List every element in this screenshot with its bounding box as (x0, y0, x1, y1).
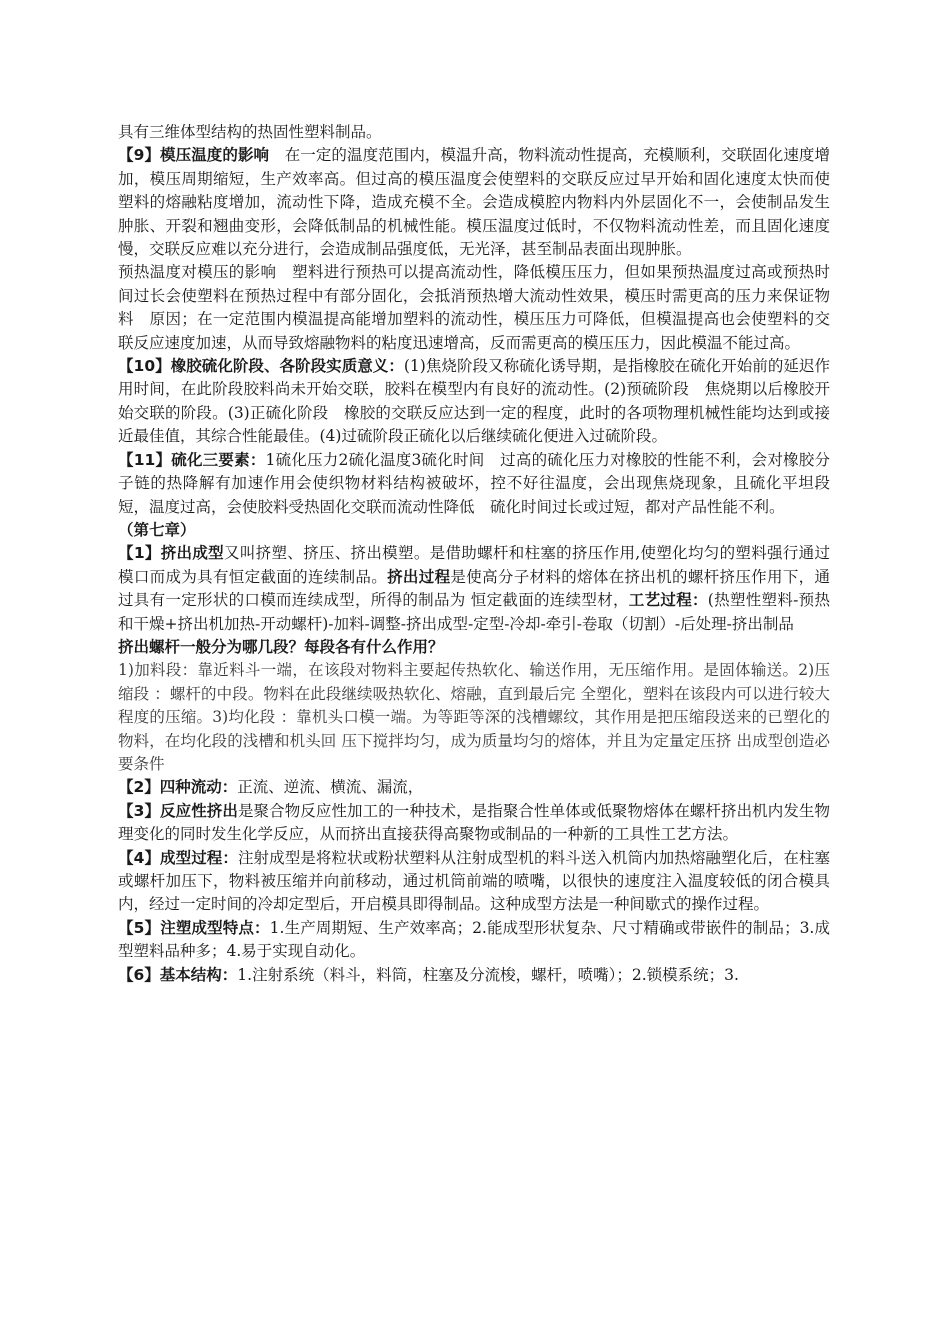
body-text: 1)加料段：靠近料斗一端，在该段对物料主要起传热软化、输送作用，无压缩作用。是固体输送。2)压缩段 ：螺杆的中段。物料在此段继续吸热软化、熔融，直到最后完 全塑化，塑料在该段内可以进行较大程度的压缩。3)均化段 ：靠机头口模一端。为等距等深的浅槽螺纹，其作用是把压缩段送来的已塑化的物料，在均化段的浅槽和机头回 压下搅拌均匀，成为质量均匀的熔体，并且为定量定压挤 出成型创造必要条件 (118, 661, 830, 773)
paragraph (118, 519, 830, 542)
bold-text: 【1】挤出成型 (118, 544, 225, 563)
body-text: 正流、逆流、横流、漏流， (237, 778, 424, 797)
bold-text: 【5】注塑成型特点： (118, 918, 270, 937)
paragraph (118, 449, 830, 519)
body-text: 1.注射系统（料斗，料筒，柱塞及分流梭，螺杆，喷嘴）；2.锁模系统；3. (237, 965, 739, 984)
body-text: (热塑性塑料-预热和干燥+挤出机加热-开动螺杆)-加料-调整-挤出成型-定型-冷却-牵引-卷取（切割）-后处理-挤出制品 (118, 591, 830, 633)
paragraph (118, 542, 830, 636)
bold-text: 【3】反应性挤出 (118, 801, 238, 820)
document-page (118, 121, 830, 987)
bold-text: 【2】四种流动： (118, 778, 238, 797)
bold-text: 挤出螺杆一般分为哪几段？每段各有什么作用？ (118, 637, 444, 656)
paragraph (118, 261, 830, 355)
paragraph (118, 636, 830, 659)
body-text: 在一定的温度范围内，模温升高，物料流动性提高，充模顺利，交联固化速度增加，模压周期缩短，生产效率高。但过高的模压温度会使塑料的交联反应过早开始和固化速度太快而使塑料的熔融粘度增加，流动性下降，造成充模不全。会造成模腔内物料内外层固化不一，会使制品发生肿胀、开裂和翘曲变形，会降低制品的机械性能。模压温度过低时，不仅物料流动性差，而且固化速度慢，交联反应难以充分进行，会造成制品强度低，无光泽，甚至制品表面出现肿胀。 (118, 146, 830, 259)
body-text: 具有三维体型结构的热固性塑料制品。 (118, 123, 382, 141)
paragraph (118, 144, 830, 261)
bold-text: 【6】基本结构： (118, 965, 238, 984)
bold-text: 挤出过程 (387, 567, 451, 586)
bold-text: 工艺过程： (628, 591, 708, 610)
body-text: 注射成型是将粒状或粉状塑料从注射成型机的料斗送入机筒内加热熔融塑化后，在柱塞或螺杆加压下，物料被压缩并向前移动，通过机筒前端的喷嘴，以很快的速度注入温度较低的闭合模具内，经过一定时间的冷却定型后，开启模具即得制品。这种成型方法是一种间歇式的操作过程。 (118, 848, 830, 914)
bold-text: 【4】成型过程： (118, 848, 238, 867)
body-text: 预热温度对模压的影响 塑料进行预热可以提高流动性，降低模压压力，但如果预热温度过高或预热时间过长会使塑料在预热过程中有部分固化，会抵消预热增大流动性效果，模压时需更高的压力来保证物料 原因；在一定范围内模温提高能增加塑料的流动性，模压压力可降低，但模温提高也会使塑料的交联反应速度加速，从而导致熔融物料的粘度迅速增高，反而需更高的模压压力，因此模温不能过高。 (118, 263, 830, 352)
paragraph (118, 355, 830, 449)
body-text: 又叫挤塑、挤压、挤出模塑。是借助螺杆和柱塞的挤压作用,使塑化均匀的塑料强行通过模口而成为具有恒定截面的连续制品。 (118, 544, 830, 586)
body-text: (1)焦烧阶段又称硫化诱导期，是指橡胶在硫化开始前的延迟作用时间，在此阶段胶料尚未开始交联，胶料在模型内有良好的流动性。(2)预硫阶段 焦烧期以后橡胶开始交联的阶段。(3)正硫化阶段 橡胶的交联反应达到一定的程度，此时的各项物理机械性能均达到或接近最佳值，其综合性能最佳。(4)过硫阶段正硫化以后继续硫化便进入过硫阶段。 (118, 357, 830, 446)
paragraph (118, 776, 830, 799)
paragraph (118, 917, 830, 964)
body-text: 1硫化压力2硫化温度3硫化时间 过高的硫化压力对橡胶的性能不利，会对橡胶分子链的热降解有加速作用会使织物材料结构被破坏，控不好往温度，会出现焦烧现象，且硫化平坦段短，温度过高，会使胶料受热固化交联而流动性降低 硫化时间过长或过短，都对产品性能不利。 (118, 450, 830, 516)
paragraph (118, 847, 830, 917)
paragraph (118, 659, 830, 776)
body-text: 是聚合物反应性加工的一种技术，是指聚合性单体或低聚物熔体在螺杆挤出机内发生物理变化的同时发生化学反应，从而挤出直接获得高聚物或制品的一种新的工具性工艺方法。 (118, 801, 830, 844)
bold-text: 【10】橡胶硫化阶段、各阶段实质意义： (118, 357, 404, 376)
bold-text: （第七章） (118, 520, 196, 539)
bold-text: 【9】模压温度的影响 (118, 146, 270, 165)
body-text: 1.生产周期短、生产效率高；2.能成型形状复杂、尺寸精确或带嵌件的制品；3.成型塑料品种多；4.易于实现自动化。 (118, 918, 830, 961)
paragraph (118, 121, 830, 144)
paragraph (118, 800, 830, 847)
body-text: 是使高分子材料的熔体在挤出机的螺杆挤压作用下，通过具有一定形状的口模而连续成型，所得的制品为 恒定截面的连续型材， (118, 567, 830, 610)
bold-text: 【11】硫化三要素： (118, 450, 266, 469)
paragraph (118, 964, 830, 987)
